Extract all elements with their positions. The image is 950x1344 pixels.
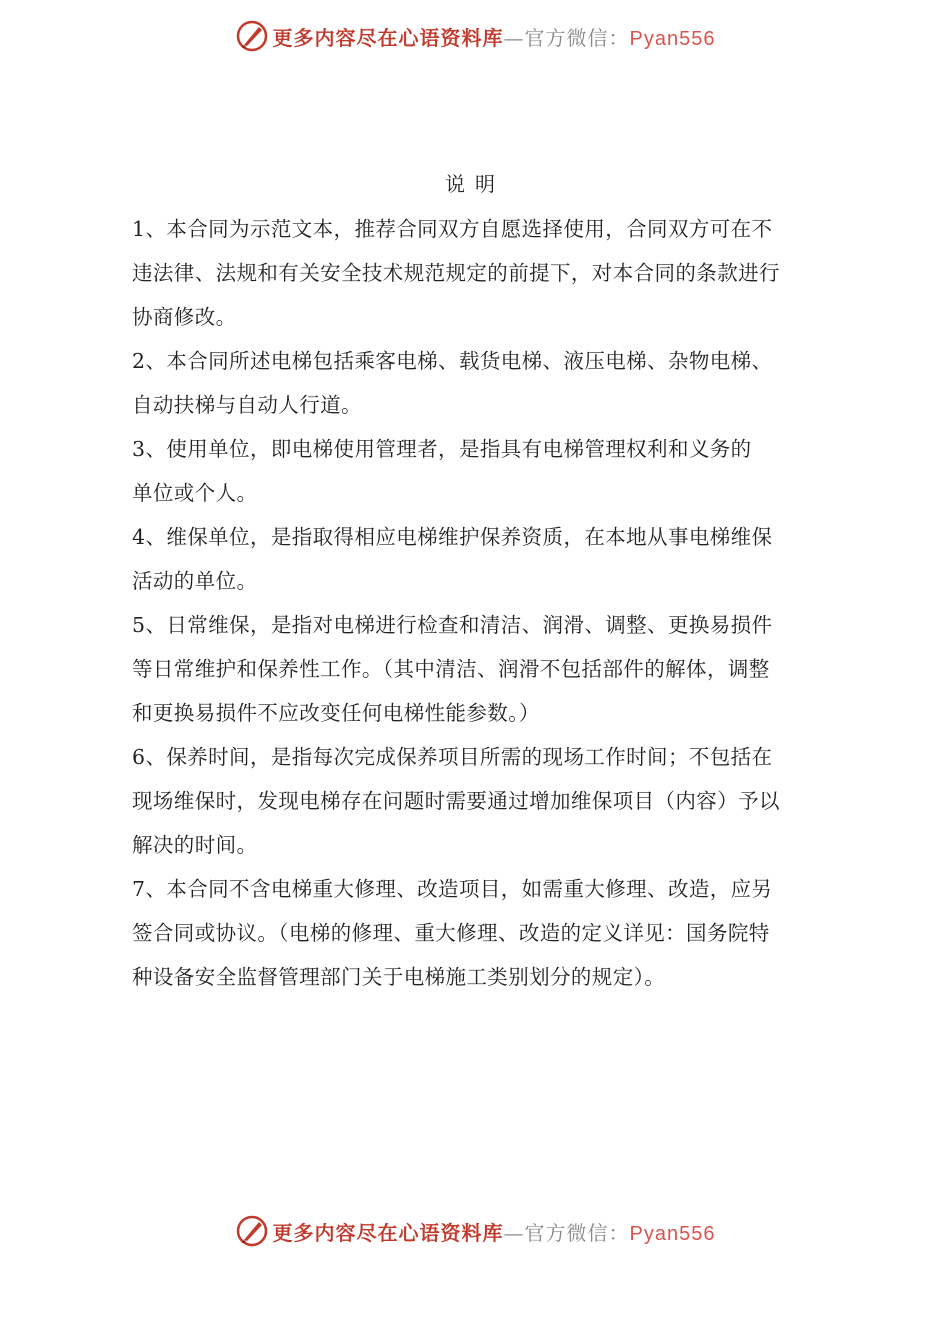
paragraph-line: 种设备安全监督管理部门关于电梯施工类别划分的规定）。 [132, 965, 666, 989]
document-body [132, 207, 832, 999]
quill-pen-logo-icon [235, 19, 269, 53]
document-title: 说明 [445, 172, 505, 196]
watermark-wechat-id: Pyan556 [629, 27, 716, 50]
quill-pen-logo-icon [235, 1214, 269, 1248]
footer-watermark [0, 1209, 950, 1253]
paragraph-line: 4、维保单位，是指取得相应电梯维护保养资质，在本地从事电梯维保 [132, 525, 773, 549]
watermark-official-label: 官方微信： [524, 1220, 630, 1245]
paragraph-line: 解决的时间。 [132, 833, 258, 857]
paragraph-line: 5、日常维保，是指对电梯进行检查和清洁、润滑、调整、更换易损件 [132, 613, 773, 637]
header-watermark [0, 14, 950, 58]
paragraph-line: 违法律、法规和有关安全技术规范规定的前提下，对本合同的条款进行 [132, 261, 780, 285]
paragraph-line: 单位或个人。 [132, 481, 258, 505]
paragraph-6 [132, 735, 832, 867]
paragraph-line: 自动扶梯与自动人行道。 [132, 393, 362, 417]
watermark-brand: 更多内容尽在心语资料库 [272, 25, 504, 50]
paragraph-2 [132, 339, 832, 427]
paragraph-7 [132, 867, 832, 999]
paragraph-line: 等日常维护和保养性工作。（其中清洁、润滑不包括部件的解体，调整 [132, 657, 770, 681]
paragraph-5 [132, 603, 832, 735]
paragraph-line: 2、本合同所述电梯包括乘客电梯、载货电梯、液压电梯、杂物电梯、 [132, 349, 773, 373]
watermark-dash: — [503, 25, 525, 50]
paragraph-line: 1、本合同为示范文本，推荐合同双方自愿选择使用，合同双方可在不 [132, 217, 773, 241]
watermark-text [273, 22, 716, 51]
paragraph-line: 7、本合同不含电梯重大修理、改造项目，如需重大修理、改造，应另 [132, 877, 773, 901]
paragraph-line: 协商修改。 [132, 305, 237, 329]
watermark-text [273, 1217, 716, 1246]
paragraph-3 [132, 427, 832, 515]
paragraph-line: 和更换易损件不应改变任何电梯性能参数。） [132, 701, 540, 725]
paragraph-line: 签合同或协议。（电梯的修理、重大修理、改造的定义详见：国务院特 [132, 921, 770, 945]
watermark-brand: 更多内容尽在心语资料库 [272, 1220, 504, 1245]
paragraph-line: 现场维保时，发现电梯存在问题时需要通过增加维保项目（内容）予以 [132, 789, 780, 813]
paragraph-line: 3、使用单位，即电梯使用管理者，是指具有电梯管理权利和义务的 [132, 437, 752, 461]
watermark-official-label: 官方微信： [524, 25, 630, 50]
paragraph-4 [132, 515, 832, 603]
watermark-dash: — [503, 1220, 525, 1245]
watermark-wechat-id: Pyan556 [629, 1222, 716, 1245]
paragraph-line: 活动的单位。 [132, 569, 258, 593]
paragraph-line: 6、保养时间，是指每次完成保养项目所需的现场工作时间；不包括在 [132, 745, 773, 769]
paragraph-1 [132, 207, 832, 339]
